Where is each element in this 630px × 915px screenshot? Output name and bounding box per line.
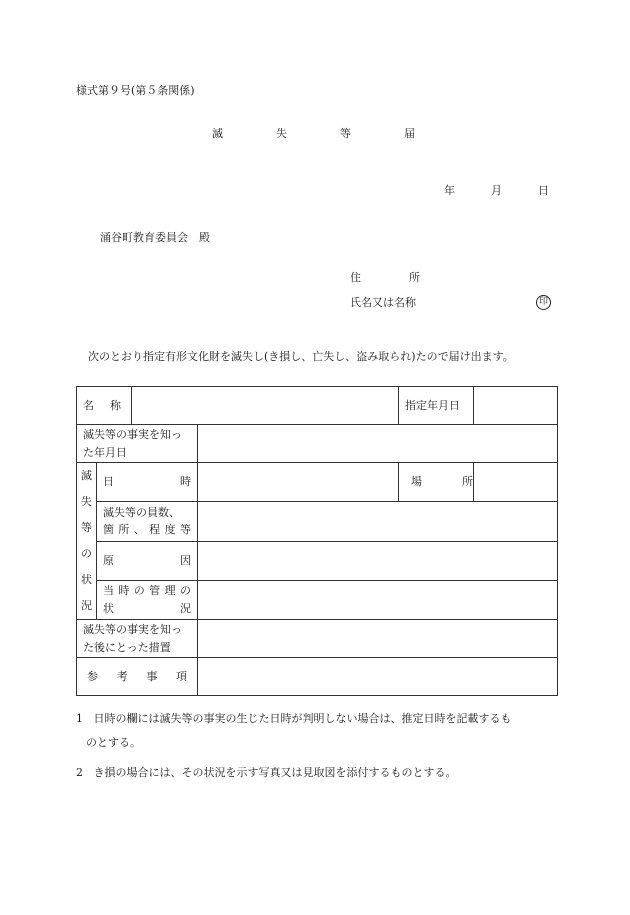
note-1: 1 日時の欄には滅失等の事実の生じた日時が判明しない場合は、推定日時を記載するも [76, 712, 512, 725]
document-title: 滅 失 等 届 [212, 127, 415, 140]
count-value[interactable] [198, 502, 558, 541]
address-label: 住 所 [350, 271, 420, 284]
count-header: 滅失等の員数、 箇 所 、 程 度 等 [97, 502, 198, 541]
year-label: 年 [444, 184, 455, 197]
note-1-continuation: のとする。 [86, 736, 141, 749]
seal-icon: 印 [536, 295, 551, 310]
name-label: 氏名又は名称 [350, 296, 416, 309]
table-row [77, 620, 558, 658]
datetime-header: 日 時 [97, 463, 198, 502]
date-known-header: 滅失等の事実を知っ た年月日 [77, 425, 198, 463]
situation-header: 滅 失 等 の 状 況 [77, 463, 97, 620]
reference-header: 参 考 事 項 [77, 658, 198, 696]
addressee: 涌谷町教育委員会 殿 [100, 231, 210, 244]
table-row [77, 463, 558, 502]
date-known-value[interactable] [198, 425, 558, 463]
form-number: 様式第９号(第５条関係) [76, 84, 195, 97]
cause-header: 原 因 [97, 541, 198, 580]
designated-date-value[interactable] [474, 387, 558, 425]
note-2: 2 き損の場合には、その状況を示す写真又は見取図を添付するものとする。 [76, 766, 457, 779]
submission-date [444, 185, 549, 196]
place-value[interactable] [474, 463, 558, 502]
table-row [77, 580, 558, 619]
table-row [77, 425, 558, 463]
table-row [77, 658, 558, 696]
designated-date-header: 指定年月日 [399, 387, 474, 425]
management-value[interactable] [198, 580, 558, 619]
reference-value[interactable] [198, 658, 558, 696]
month-label: 月 [491, 184, 502, 197]
day-label: 日 [538, 184, 549, 197]
table-row [77, 502, 558, 541]
place-header: 場 所 [399, 463, 474, 502]
management-header: 当 時 の 管 理 の 状 況 [97, 580, 198, 619]
statement: 次のとおり指定有形文化財を滅失し(き損し、亡失し、盗み取られ)たので届け出ます。 [88, 350, 514, 363]
name-value[interactable] [132, 387, 399, 425]
measures-header: 滅失等の事実を知っ た後にとった措置 [77, 620, 198, 658]
datetime-value[interactable] [198, 463, 399, 502]
measures-value[interactable] [198, 620, 558, 658]
cause-value[interactable] [198, 541, 558, 580]
report-table [76, 386, 558, 696]
table-row [77, 541, 558, 580]
name-header: 名 称 [77, 387, 132, 425]
table-row [77, 387, 558, 425]
